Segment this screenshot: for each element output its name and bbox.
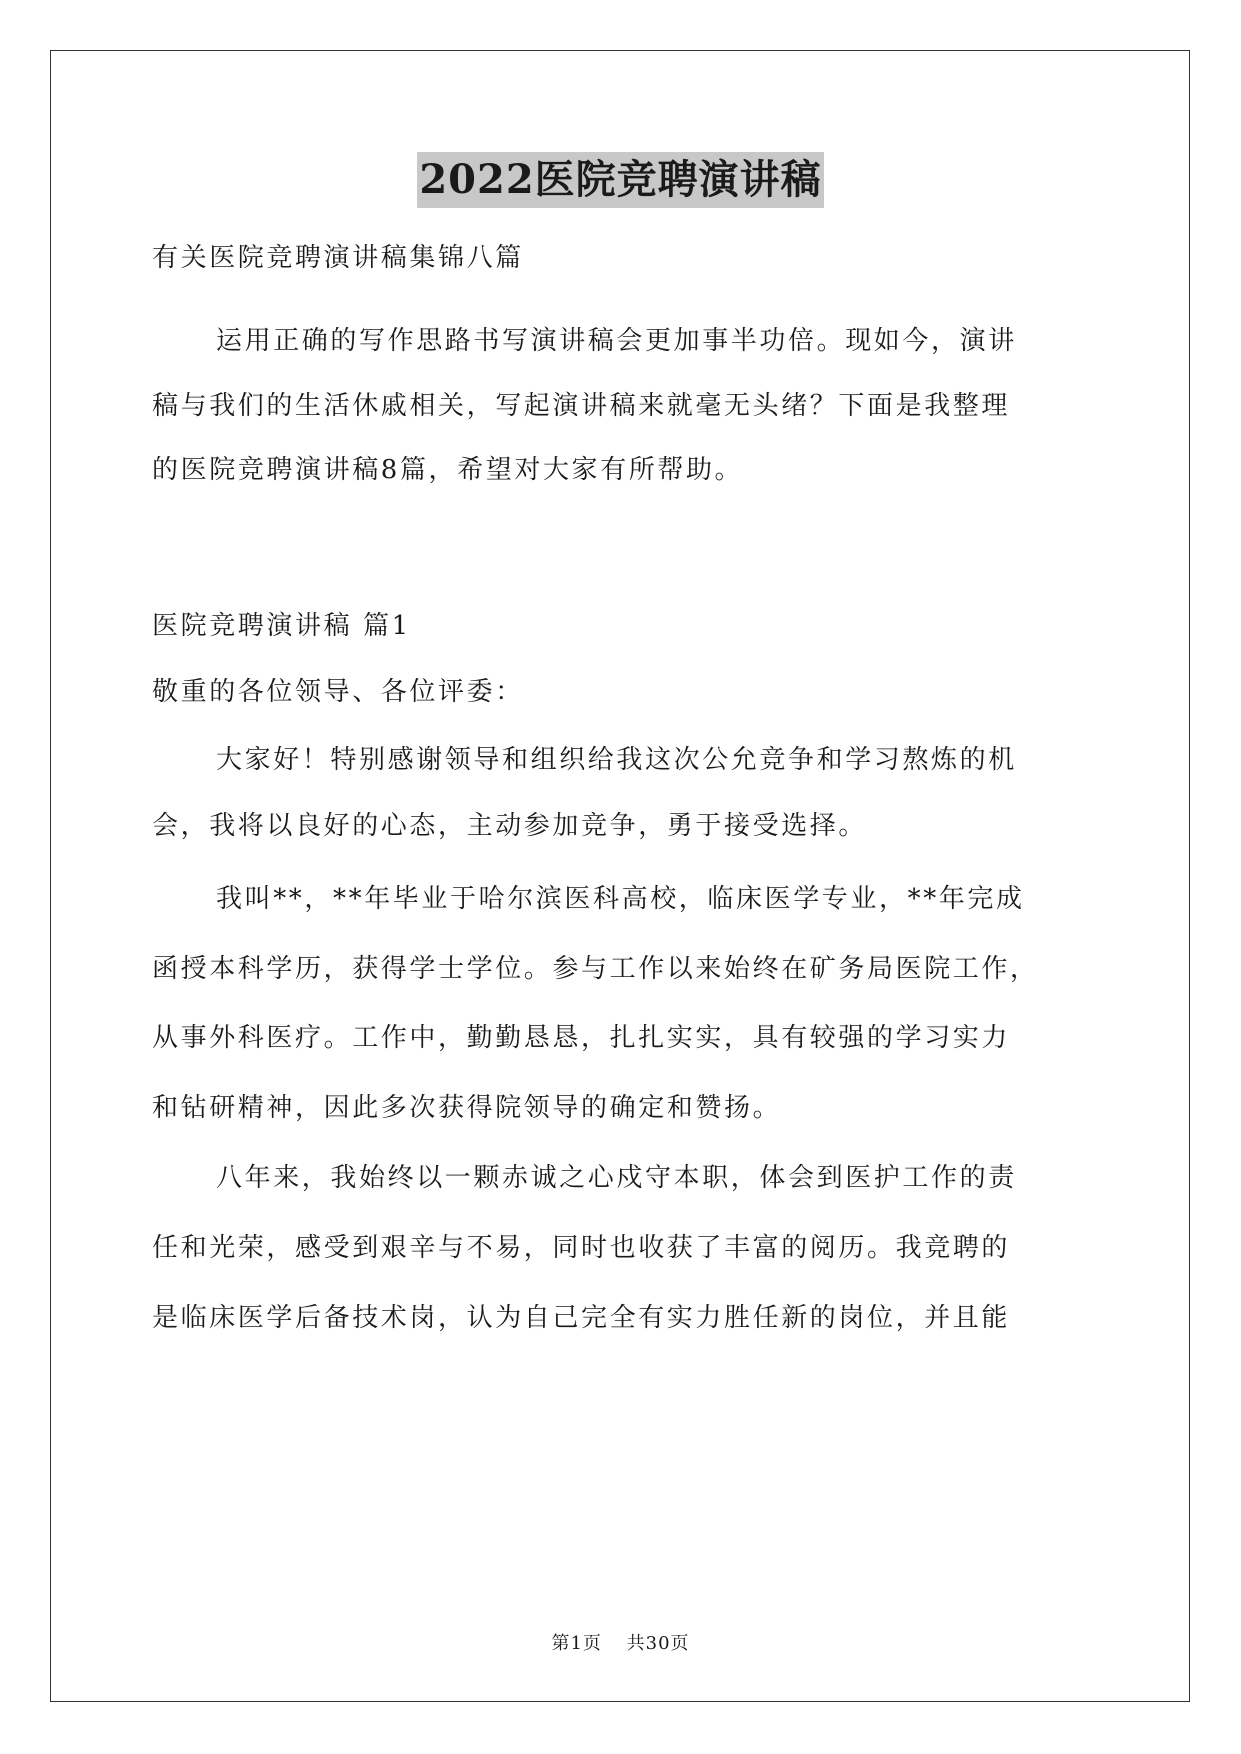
document-title: [0, 152, 1241, 208]
paragraph-line: 八年来，我始终以一颗赤诚之心戍守本职，体会到医护工作的责: [216, 1163, 1017, 1193]
intro-line: 的医院竞聘演讲稿8篇，希望对大家有所帮助。: [152, 455, 744, 485]
paragraph-line: 从事外科医疗。工作中，勤勤恳恳，扎扎实实，具有较强的学习实力: [152, 1023, 1011, 1053]
page-number-current: 第1页: [551, 1633, 602, 1654]
document-title-text: 2022医院竞聘演讲稿: [417, 152, 823, 208]
intro-line: 运用正确的写作思路书写演讲稿会更加事半功倍。现如今，演讲: [216, 326, 1017, 356]
paragraph-line: 会，我将以良好的心态，主动参加竞争，勇于接受选择。: [152, 811, 868, 841]
page-footer: [0, 1629, 1241, 1655]
page-border: [50, 50, 1190, 1702]
section-heading: 医院竞聘演讲稿 篇1: [152, 611, 411, 641]
intro-line: 稿与我们的生活休戚相关，写起演讲稿来就毫无头绪？下面是我整理: [152, 391, 1011, 421]
paragraph-line: 任和光荣，感受到艰辛与不易，同时也收获了丰富的阅历。我竞聘的: [152, 1233, 1011, 1263]
paragraph-line: 我叫**，**年毕业于哈尔滨医科高校，临床医学专业，**年完成: [216, 884, 1025, 914]
page-number-total: 共30页: [626, 1633, 690, 1654]
paragraph-line: 大家好！特别感谢领导和组织给我这次公允竞争和学习熬炼的机: [216, 745, 1017, 775]
document-subtitle: 有关医院竞聘演讲稿集锦八篇: [152, 243, 524, 273]
paragraph-line: 函授本科学历，获得学士学位。参与工作以来始终在矿务局医院工作，: [152, 954, 1039, 984]
paragraph-line: 是临床医学后备技术岗，认为自己完全有实力胜任新的岗位，并且能: [152, 1303, 1011, 1333]
paragraph-line: 和钻研精神，因此多次获得院领导的确定和赞扬。: [152, 1093, 782, 1123]
salutation: 敬重的各位领导、各位评委：: [152, 677, 524, 707]
